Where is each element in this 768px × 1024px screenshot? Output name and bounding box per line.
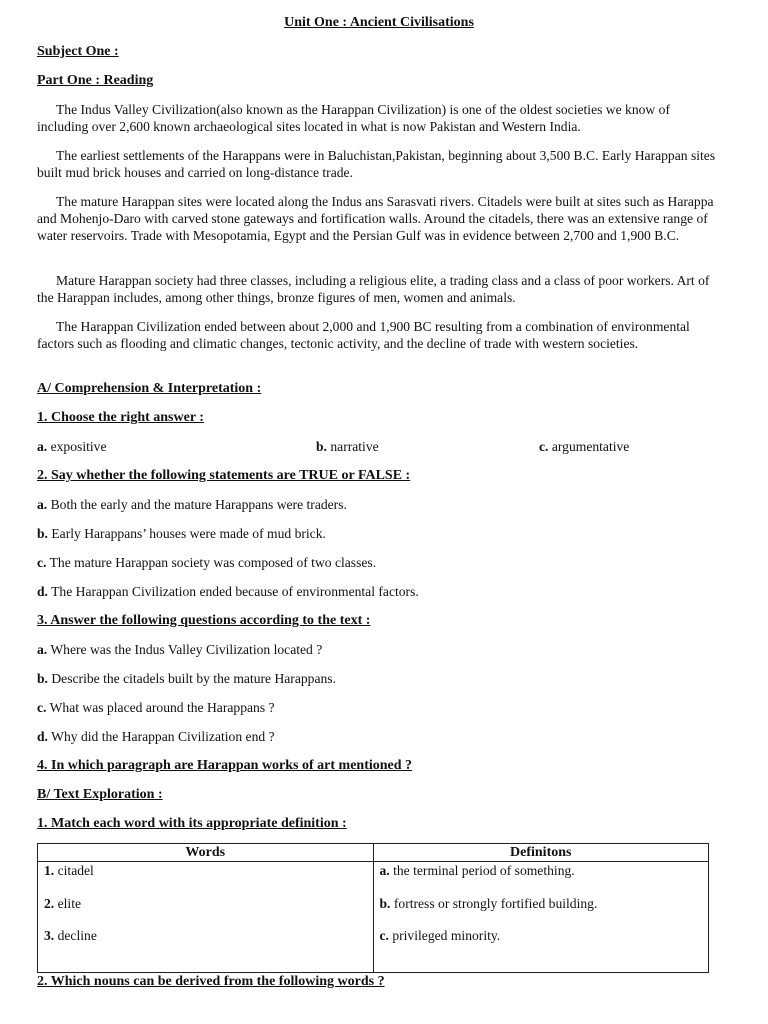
q3-title: 3. Answer the following questions according to the text : [37, 613, 371, 628]
q4-title: 4. In which paragraph are Harappan works of art mentioned ? [37, 758, 413, 773]
word-item: 1. citadel [44, 863, 94, 878]
b2-title: 2. Which nouns can be derived from the following words ? [37, 974, 385, 989]
word-item: 3. decline [44, 928, 97, 943]
q2-item-b: b. Early Harappans’ houses were made of mud brick. [37, 526, 326, 541]
q2-title: 2. Say whether the following statements are TRUE or FALSE : [37, 468, 411, 483]
paragraph-4: Mature Harappan society had three classes, including a religious elite, a trading class and a class of poor workers. Art of the Harappan includes, among other things, bronze figures of men, women and animals. [37, 273, 710, 305]
paragraph-1: The Indus Valley Civilization(also known as the Harappan Civilization) is one of the oldest societies we know of including over 2,600 known archaeological sites located in what is now Pakistan and Western India. [37, 102, 670, 134]
q3-item-a: a. Where was the Indus Valley Civilization located ? [37, 642, 323, 657]
definitions-cell [373, 862, 709, 973]
q3-item-c: c. What was placed around the Harappans ? [37, 700, 275, 715]
q2-item-a: a. Both the early and the mature Harappans were traders. [37, 497, 347, 512]
matching-table [37, 843, 709, 973]
paragraph-3: The mature Harappan sites were located along the Indus ans Sarasvati rivers. Citadels were built at sites such as Harappa and Mohenjo-Daro with carved stone gateways and fortification walls. Around the citadels, there was an extensive range of water reservoirs. Trade with Mesopotamia, Egypt and the Persian Gulf was in evidence between 2,700 and 1,900 B.C. [37, 194, 714, 243]
subject-heading: Subject One : [37, 44, 119, 59]
words-column-header: Words [38, 844, 374, 862]
q1-option-b: b. narrative [316, 439, 379, 454]
paragraph-2: The earliest settlements of the Harappans were in Baluchistan,Pakistan, beginning about 3,500 B.C. Early Harappan sites built mud brick houses and carried on long-distance trade. [37, 148, 716, 180]
b1-title: 1. Match each word with its appropriate definition : [37, 816, 347, 831]
definition-item: c. privileged minority. [379, 928, 501, 943]
q3-item-b: b. Describe the citadels built by the mature Harappans. [37, 671, 336, 686]
word-item: 2. elite [44, 895, 81, 911]
words-cell [38, 862, 374, 973]
definitions-column-header: Definitons [373, 844, 709, 862]
q2-item-c: c. The mature Harappan society was composed of two classes. [37, 555, 377, 570]
part-heading: Part One : Reading [37, 73, 154, 88]
q1-option-c: c. argumentative [539, 439, 630, 454]
q1-option-a: a. expositive [37, 439, 107, 454]
unit-title: Unit One : Ancient Civilisations [284, 15, 474, 30]
definition-item: a. the terminal period of something. [379, 863, 575, 878]
q2-item-d: d. The Harappan Civilization ended because of environmental factors. [37, 584, 419, 599]
section-b-heading: B/ Text Exploration : [37, 787, 163, 802]
q1-title: 1. Choose the right answer : [37, 410, 204, 425]
section-a-heading: A/ Comprehension & Interpretation : [37, 381, 262, 396]
q3-item-d: d. Why did the Harappan Civilization end ? [37, 729, 275, 744]
definition-item: b. fortress or strongly fortified building. [379, 895, 598, 911]
paragraph-5: The Harappan Civilization ended between about 2,000 and 1,900 BC resulting from a combination of environmental factors such as flooding and climatic changes, tectonic activity, and the decline of trade with western societies. [37, 319, 690, 351]
